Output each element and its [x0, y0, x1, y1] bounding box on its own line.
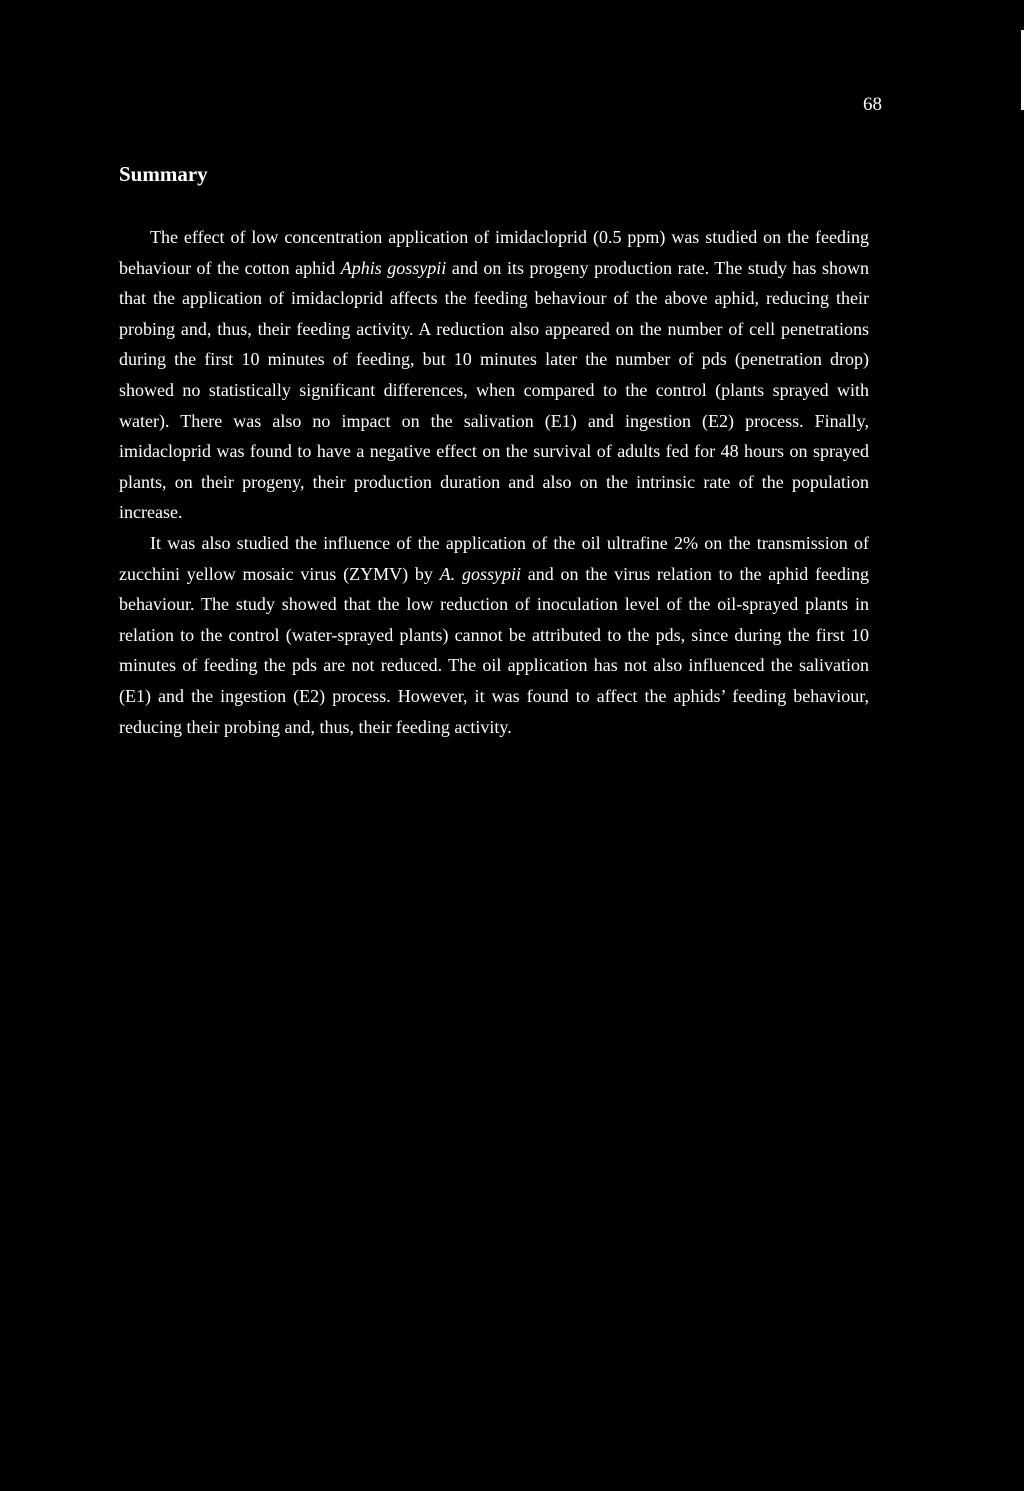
paragraph-2-text-a: It was also studied the influence of the application of the oil ultrafine 2% on the transmission of zucchini yellow mosaic virus (ZYMV) by [119, 532, 869, 584]
summary-heading: Summary [119, 162, 208, 186]
summary-body [119, 222, 869, 742]
summary-paragraph-1 [119, 222, 869, 528]
species-name-aphis-gossypii: Aphis gossypii [340, 257, 447, 278]
summary-paragraph-2 [119, 528, 869, 742]
paragraph-1-text-b: and on its progeny production rate. The study has shown that the application of imidacloprid affects the feeding behaviour of the above aphid, reducing their probing and, thus, their feeding activity. A reduction also appeared on the number of cell penetrations during the first 10 minutes of feeding, but 10 minutes later the number of pds (penetration drop) showed no statistically significant differences, when compared to the control (plants sprayed with water). There was also no impact on the salivation (E1) and ingestion (E2) process. Finally, imidacloprid was found to have a negative effect on the survival of adults fed for 48 hours on sprayed plants, on their progeny, their production duration and also on the intrinsic rate of the population increase. [119, 257, 869, 523]
page-number: 68 [863, 94, 882, 115]
paragraph-1-text-a: The effect of low concentration application of imidacloprid (0.5 ppm) was studied on the feeding behaviour of the cotton aphid [119, 227, 869, 278]
paragraph-2-text-b: and on the virus relation to the aphid feeding behaviour. The study showed that the low reduction of inoculation level of the oil-sprayed plants in relation to the control (water-sprayed plants) cannot be attributed to the pds, since during the first 10 minutes of feeding the pds are not reduced. The oil application has not also influenced the salivation (E1) and the ingestion (E2) process. However, it was found to affect the aphids’ feeding behaviour, reducing their probing and, thus, their feeding activity. [119, 563, 869, 737]
species-name-a-gossypii: A. gossypii [439, 563, 521, 584]
